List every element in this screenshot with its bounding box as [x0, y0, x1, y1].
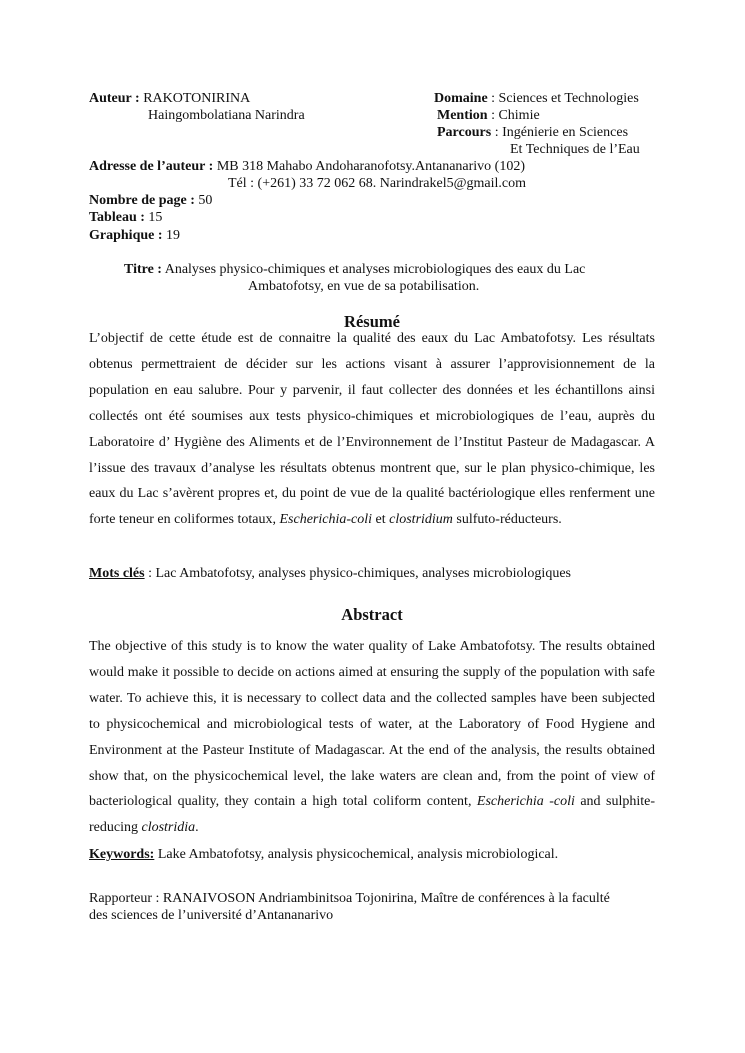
abstract-keywords	[89, 846, 558, 863]
resume-keywords-value: : Lac Ambatofotsy, analyses physico-chimiques, analyses microbiologiques	[148, 566, 571, 581]
address-label: Adresse de l’auteur :	[89, 159, 214, 174]
address-line2: Tél : (+261) 33 72 062 68. Narindrakel5@gmail.com	[228, 176, 526, 191]
abstract-text-main: The objective of this study is to know the water quality of Lake Ambatofotsy. The results obtained would make it possible to decide on actions aimed at ensuring the supply of the population with safe water. To achieve this, it is necessary to collect data and the collected samples have been subjected to physicochemical and microbiological tests of water, at the Laboratory of Food Hygiene and Environment at the Pasteur Institute of Madagascar. At the end of the analysis, the results obtained show that, on the physicochemical level, the lake waters are clean and, from the point of view of bacteriological quality, they contain a high total coliform content,	[89, 639, 655, 810]
abstract-text-end: .	[195, 820, 199, 836]
abstract-keywords-label: Keywords:	[89, 847, 155, 862]
mention-value: : Chimie	[491, 108, 540, 123]
rapporteur-line1: Rapporteur : RANAIVOSON Andriambinitsoa Tojonirina, Maître de conférences à la faculté	[89, 891, 610, 906]
resume-text-main: L’objectif de cette étude est de connaitre la qualité des eaux du Lac Ambatofotsy. Les résultats obtenus permettraient de décider sur les actions visant à assurer l’approvisionnement de la population en eau salubre. Pour y parvenir, il faut collecter des données et les échantillons ainsi collectés ont été soumises aux tests physico-chimiques et microbiologiques de l’eau, auprès du Laboratoire d’ Hygiène des Aliments et de l’Environnement de l’Institut Pasteur de Madagascar. A l’issue des travaux d’analyse les résultats obtenus montrent que, sur le plan physico-chimique, les eaux du Lac s’avèrent propres et, du point de vue de la qualité bactériologique elles renferment une forte teneur en coliformes totaux,	[89, 331, 655, 528]
author-line	[89, 90, 250, 107]
mention-label: Mention	[437, 108, 488, 123]
resume-heading: Résumé	[344, 312, 400, 331]
author-name-line1: RAKOTONIRINA	[143, 91, 251, 106]
abstract-paragraph	[89, 634, 655, 841]
resume-italic-clostridium: clostridium	[389, 512, 453, 528]
domain-label: Domaine	[434, 91, 488, 106]
graphs-label: Graphique :	[89, 228, 163, 243]
resume-italic-escherichia: Escherichia-coli	[279, 512, 373, 528]
resume-text-end: sulfuto-réducteurs.	[456, 512, 562, 528]
parcours-line	[437, 124, 628, 141]
abstract-italic-escherichia: Escherichia -coli	[476, 794, 575, 810]
parcours-value-line1: : Ingénierie en Sciences	[494, 125, 629, 140]
resume-paragraph	[89, 326, 655, 533]
tables-label: Tableau :	[89, 210, 145, 225]
tables-line	[89, 209, 162, 226]
address-line	[89, 158, 525, 175]
resume-keywords-label: Mots clés	[89, 566, 145, 581]
address-line1: MB 318 Mahabo Andoharanofotsy.Antananarivo (102)	[216, 159, 526, 174]
resume-text-and: et	[375, 512, 386, 528]
pages-line	[89, 192, 212, 209]
pages-value: 50	[198, 193, 213, 208]
pages-label: Nombre de page :	[89, 193, 195, 208]
parcours-label: Parcours	[437, 125, 492, 140]
rapporteur-line2: des sciences de l’université d’Antananarivo	[89, 908, 334, 923]
tables-value: 15	[148, 210, 163, 225]
title-label: Titre :	[124, 262, 162, 277]
title-text-line1: Analyses physico-chimiques et analyses microbiologiques des eaux du Lac	[164, 262, 586, 277]
abstract-keywords-value: Lake Ambatofotsy, analysis physicochemical, analysis microbiological.	[157, 847, 559, 862]
mention-line	[437, 107, 540, 124]
abstract-text-and: and sulphite-reducing	[89, 794, 655, 836]
domain-value: : Sciences et Technologies	[491, 91, 639, 106]
parcours-value-line2: Et Techniques de l’Eau	[510, 142, 640, 157]
title-text-line2: Ambatofotsy, en vue de sa potabilisation.	[248, 279, 480, 294]
abstract-italic-clostridia: clostridia	[141, 820, 196, 836]
author-label: Auteur :	[89, 91, 140, 106]
graphs-line	[89, 227, 180, 244]
resume-keywords	[89, 565, 571, 582]
domain-line	[434, 90, 639, 107]
abstract-heading: Abstract	[341, 605, 403, 624]
graphs-value: 19	[166, 228, 181, 243]
title-line1	[124, 261, 585, 278]
author-name-line2: Haingombolatiana Narindra	[148, 108, 305, 123]
